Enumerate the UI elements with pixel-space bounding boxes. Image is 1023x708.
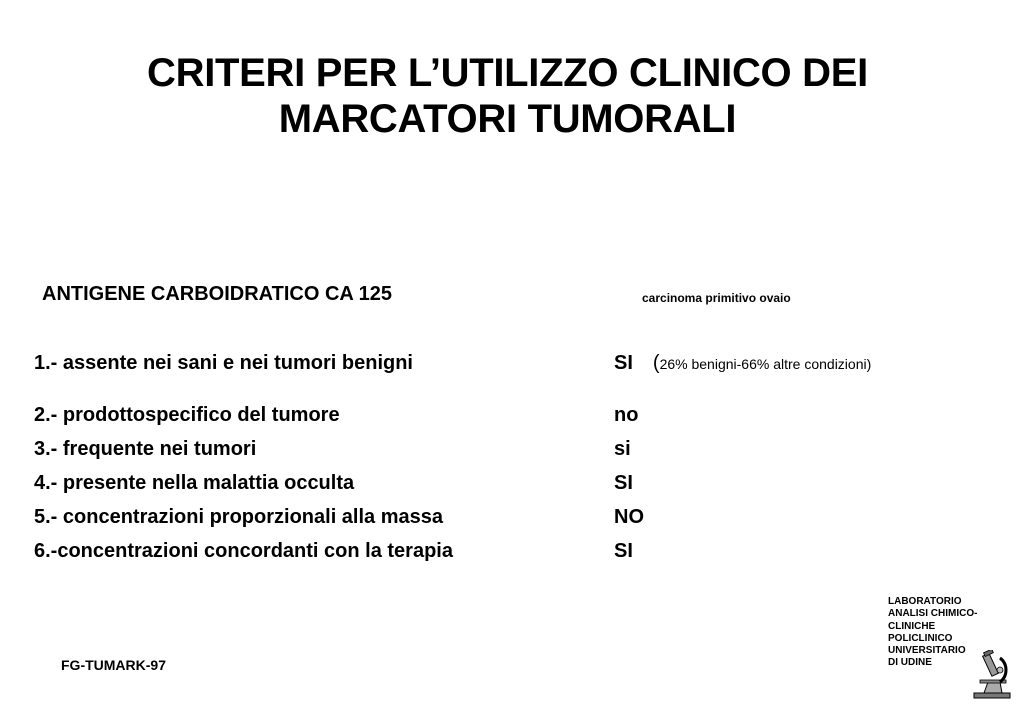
criterion-value: NO [614,506,644,528]
criterion-row-1 [34,352,872,375]
criterion-value: SI [614,540,633,562]
page-title-line-2: MARCATORI TUMORALI [278,97,737,141]
criterion-row-6 [34,540,633,563]
criterion-text: 4.- presente nella malattia occulta [34,472,355,494]
criterion-value: no [614,404,639,426]
microscope-icon [970,650,1014,700]
criterion-row-2 [34,404,639,427]
criterion-text: 2.- prodottospecifico del tumore [34,404,340,426]
criterion-note: 26% benigni-66% altre condizioni) [659,356,872,372]
lab-line-2: ANALISI CHIMICO- [888,608,978,620]
criterion-note-paren: ( [652,352,660,374]
criterion-text: 3.- frequente nei tumori [34,438,257,460]
criterion-row-3 [34,438,631,461]
lab-line-3: CLINICHE [888,620,936,632]
page-title-line-1: CRITERI PER L’UTILIZZO CLINICO DEI [147,51,868,95]
lab-line-1: LABORATORIO [888,596,962,607]
lab-line-4: POLICLINICO [888,632,953,644]
criterion-row-4 [34,472,633,495]
criterion-value [614,352,871,375]
lab-name [888,596,977,670]
criterion-value: si [614,438,631,460]
page-title [0,50,1015,142]
criterion-text: 5.- concentrazioni proporzionali alla massa [34,506,443,528]
document-code: FG-TUMARK-97 [61,657,166,673]
criterion-text: 6.-concentrazioni concordanti con la terapia [34,540,453,562]
marker-name: ANTIGENE CARBOIDRATICO CA 125 [42,283,393,305]
criterion-value: SI [614,472,633,494]
criterion-value-label: SI [614,352,633,374]
marker-note: carcinoma primitivo ovaio [642,291,791,305]
lab-line-5: UNIVERSITARIO [888,645,966,657]
criterion-row-5 [34,506,644,529]
lab-line-6: DI UDINE [888,657,932,669]
criterion-text: 1.- assente nei sani e nei tumori benigni [34,352,413,374]
